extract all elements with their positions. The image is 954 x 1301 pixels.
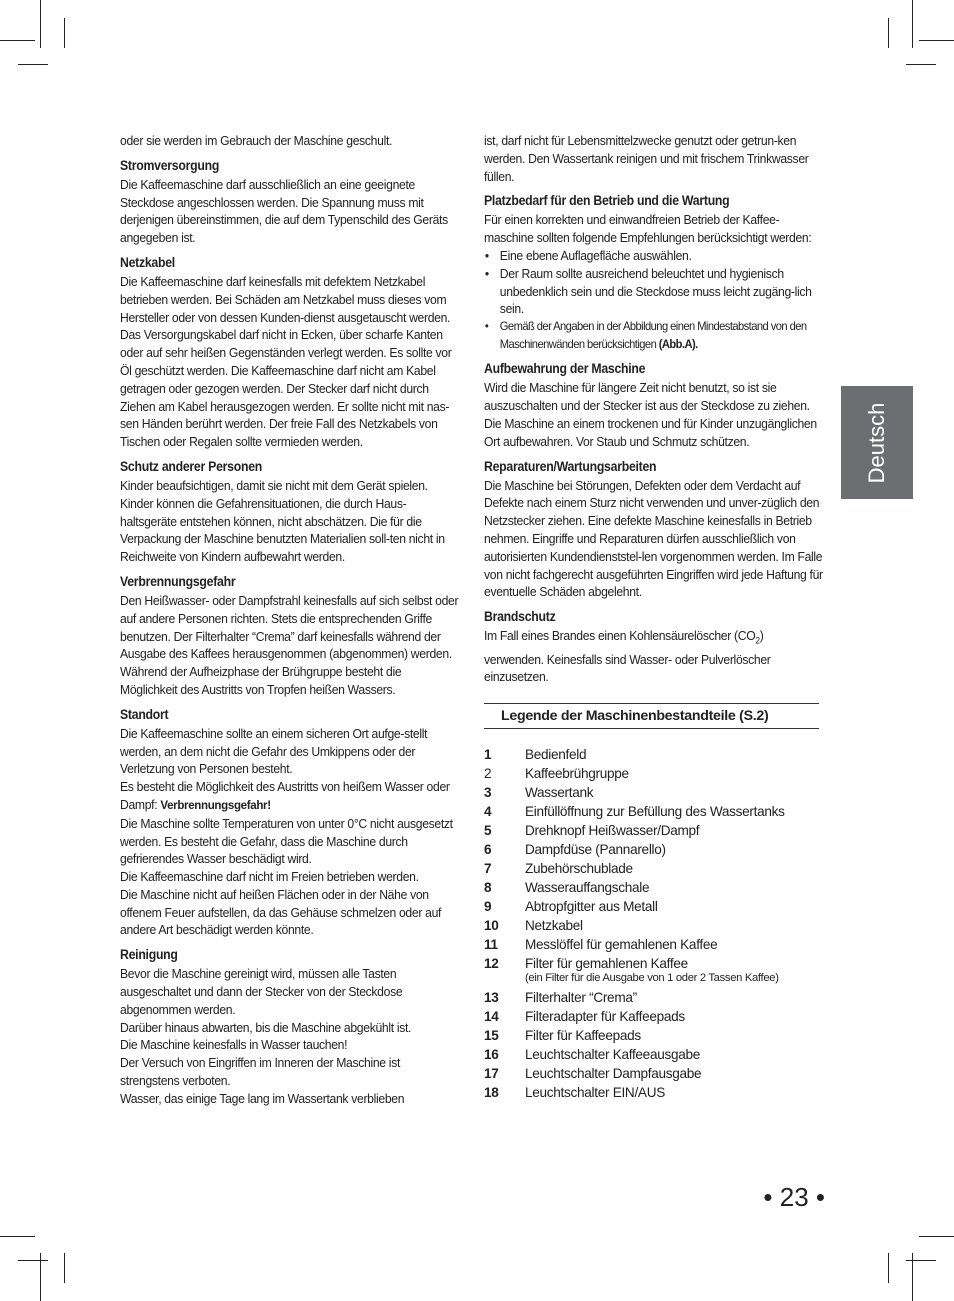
crop-mark	[0, 40, 35, 41]
bullet-text: Gemäß der Angaben in der Abbildung einen Mindestabstand von den Maschinenwänden berücksichtigen	[499, 319, 807, 351]
crop-mark	[64, 18, 65, 48]
bullet-list	[484, 247, 825, 353]
section-text: Den Heißwasser- oder Dampfstrahl keinesfalls auf sich selbst oder auf andere Personen richten. Stets die entsprechenden Griffe benutzen. Der Filterhalter “Crema” darf keinesfalls während der Ausgabe des Kaffees herausgenommen (abgenommen) werden. Während der Aufheizphase der Brühgruppe besteht die Möglichkeit des Austritts von Tropfen heißen Wassers.	[120, 592, 459, 697]
legend-item	[484, 840, 826, 859]
section-text: Wird die Maschine für längere Zeit nicht benutzt, so ist sie auszuschalten und der Stecker ist aus der Steckdose zu ziehen. Die Maschine an einem trockenen und für Kinder unzugänglichen Ort aufbewahren. Vor Staub und Schmutz schützen.	[484, 380, 817, 449]
legend-item	[484, 1064, 826, 1083]
legend-label: Dampfdüse (Pannarello)	[525, 842, 666, 858]
section-text	[120, 778, 461, 815]
legend-number: 1	[484, 747, 492, 763]
legend-label: Zubehörschublade	[525, 861, 633, 877]
legend-item	[484, 878, 826, 897]
legend-label: Filteradapter für Kaffeepads	[525, 1009, 685, 1025]
legend-number: 17	[484, 1066, 499, 1082]
section-text-inline: Es besteht die Möglichkeit des Austritts von heißem Wasser oder Dampf:	[120, 779, 450, 812]
section-heading-standort: Standort	[120, 706, 169, 723]
section-heading-netzkabel: Netzkabel	[120, 254, 175, 271]
crop-mark	[919, 40, 954, 41]
section-text: Die Maschine sollte Temperaturen von unter 0°C nicht ausgesetzt werden. Es besteht die Gefahr, dass die Maschine durch gefrierendes Wasser beschädigt wird.	[120, 815, 453, 867]
section-heading-reparaturen: Reparaturen/Wartungsarbeiten	[484, 458, 657, 475]
crop-mark	[0, 1236, 35, 1237]
legend-number: 8	[484, 880, 492, 896]
legend-label: Leuchtschalter Kaffeeausgabe	[525, 1047, 701, 1063]
legend-item	[484, 1026, 826, 1045]
section-text: Die Kaffeemaschine sollte an einem sicheren Ort aufge-stellt werden, an dem nicht die Gefahr des Umkippens oder der Verletzung von Personen besteht.	[120, 725, 428, 777]
legend-label: Bedienfeld	[525, 747, 587, 763]
crop-mark	[64, 1253, 65, 1283]
legend-label: Abtropfgitter aus Metall	[525, 899, 658, 915]
section-text: Die Maschine bei Störungen, Defekten oder dem Verdacht auf Defekte nach einem Sturz nicht verwenden und unver-züglich den Netzstecker ziehen. Eine defekte Maschine keinesfalls in Betrieb nehmen. Eingriffe und Reparaturen dürfen ausschließlich von autorisierten Kundendienststel-len vorgenommen werden. Im Falle von nicht fachgerecht ausgeführten Eingriffen wird jede Haftung für eventuelle Schäden abgelehnt.	[484, 477, 823, 600]
section-text: Für einen korrekten und einwandfreien Betrieb der Kaffee-maschine sollten folgende Empfehlungen berücksichtigt werden:	[484, 212, 812, 246]
legend-note: (ein Filter für die Ausgabe von 1 oder 2 Tassen Kaffee)	[525, 972, 779, 985]
language-tab-label: Deutsch	[864, 402, 889, 484]
right-column-text	[484, 132, 825, 686]
legend-number: 3	[484, 785, 492, 801]
section-heading-schutz: Schutz anderer Personen	[120, 458, 263, 475]
section-text: Die Kaffeemaschine darf ausschließlich an eine geeignete Steckdose angeschlossen werden. Die Spannung muss mit derjenigen übereinstimmen, die auf dem Typenschild des Geräts angegeben ist.	[120, 176, 448, 246]
crop-mark	[888, 1253, 889, 1283]
left-column-text	[120, 132, 461, 1108]
intro-text: ist, darf nicht für Lebensmittelzwecke genutzt oder getrun-ken werden. Den Wassertank reinigen und mit frischem Trinkwasser füllen.	[484, 133, 809, 184]
legend-label: Filterhalter “Crema”	[525, 990, 637, 1006]
legend-item	[484, 897, 826, 916]
section-text: Die Kaffeemaschine darf nicht im Freien betrieben werden.	[120, 869, 419, 885]
language-tab	[841, 386, 913, 499]
legend-item	[484, 859, 826, 878]
legend-title: Legende der Maschinenbestandteile (S.2)	[484, 703, 819, 729]
legend-number: 5	[484, 823, 492, 839]
crop-mark	[919, 1236, 954, 1237]
legend-item	[484, 821, 826, 840]
intro-text: oder sie werden im Gebrauch der Maschine geschult.	[120, 133, 393, 148]
legend-label: Leuchtschalter EIN/AUS	[525, 1085, 665, 1101]
crop-mark	[18, 64, 48, 65]
section-text: Darüber hinaus abwarten, bis die Maschine abgekühlt ist.	[120, 1019, 412, 1035]
legend-number: 9	[484, 899, 492, 915]
legend-label: Netzkabel	[525, 918, 583, 934]
crop-mark	[906, 1260, 936, 1261]
section-heading-platzbedarf: Platzbedarf für den Betrieb und die Wartung	[484, 193, 730, 210]
legend-number: 12	[484, 956, 499, 972]
section-heading-brandschutz: Brandschutz	[484, 609, 556, 626]
legend-label: Filter für gemahlenen Kaffee	[525, 956, 688, 972]
legend-item	[484, 916, 826, 935]
bullet-item: • Der Raum sollte ausreichend beleuchtet und hygienisch unbedenklich sein und die Steckdose muss leicht zugäng-lich sein.	[484, 265, 825, 318]
legend-number: 4	[484, 804, 492, 820]
legend-label: Wasserauffangschale	[525, 880, 650, 896]
section-heading-reinigung: Reinigung	[120, 947, 178, 964]
brandschutz-text-1: Im Fall eines Brandes einen Kohlensäurelöscher (CO	[484, 628, 756, 644]
bullet-item	[484, 318, 825, 353]
section-text: Der Versuch von Eingriffen im Inneren der Maschine ist strengstens verboten.	[120, 1055, 401, 1089]
legend-label: Messlöffel für gemahlenen Kaffee	[525, 937, 718, 953]
legend-item	[484, 1007, 826, 1026]
section-text: Die Maschine nicht auf heißen Flächen oder in der Nähe von offenem Feuer aufstellen, da das Gehäuse schmelzen oder auf andere Art beschädigt werden könnte.	[120, 886, 442, 938]
legend-label: Drehknopf Heißwasser/Dampf	[525, 823, 700, 839]
legend-number: 18	[484, 1085, 499, 1101]
section-text: Die Maschine keinesfalls in Wasser tauchen!	[120, 1037, 348, 1053]
legend-label: Kaffeebrühgruppe	[525, 766, 629, 782]
crop-mark	[912, 0, 913, 48]
section-text: Wasser, das einige Tage lang im Wassertank verblieben	[120, 1090, 405, 1106]
legend-number: 2	[484, 766, 492, 782]
legend-item	[484, 783, 826, 802]
legend-number: 11	[484, 937, 498, 953]
section-text: Bevor die Maschine gereinigt wird, müssen alle Tasten ausgeschaltet und dann der Stecker von der Steckdose abgenommen werden.	[120, 966, 403, 1017]
section-text: Kinder können die Gefahrensituationen, die durch Haus-haltsgeräte entstehen können, nicht abschätzen. Die für die Verpackung der Maschine benutzten Materialien soll-ten nicht in Reichweite von Kindern aufbewahrt werden.	[120, 495, 445, 565]
left-column	[120, 132, 462, 1108]
right-column	[484, 132, 826, 1102]
section-text	[484, 627, 825, 686]
figure-reference: (Abb.A).	[658, 336, 698, 351]
legend-item	[484, 1083, 826, 1102]
page-number: • 23 •	[763, 1182, 825, 1212]
legend-item	[484, 802, 826, 821]
section-heading-stromversorgung: Stromversorgung	[120, 157, 220, 174]
legend-item	[484, 745, 826, 764]
crop-mark	[888, 18, 889, 48]
legend-list	[484, 745, 826, 1102]
brandschutz-text-2: ) verwenden. Keinesfalls sind Wasser- oder Pulverlöscher einzusetzen.	[484, 628, 771, 685]
legend-item	[484, 935, 826, 954]
section-heading-verbrennungsgefahr: Verbrennungsgefahr	[120, 573, 236, 590]
section-heading-aufbewahrung: Aufbewahrung der Maschine	[484, 361, 646, 378]
crop-mark	[906, 64, 936, 65]
legend-label: Einfüllöffnung zur Befüllung des Wassertanks	[525, 804, 785, 820]
bullet-item: • Eine ebene Auflagefläche auswählen.	[484, 247, 825, 265]
warning-text: Verbrennungsgefahr!	[160, 797, 271, 812]
section-text: Kinder beaufsichtigen, damit sie nicht mit dem Gerät spielen.	[120, 477, 428, 493]
legend-label: Filter für Kaffeepads	[525, 1028, 641, 1044]
legend-number: 16	[484, 1047, 499, 1063]
section-text: Die Kaffeemaschine darf keinesfalls mit defektem Netzkabel betrieben werden. Bei Schäden am Netzkabel muss dieses vom Hersteller oder von dessen Kunden-dienst ausgetauscht werden. Das Versorgungskabel darf nicht in Ecken, über scharfe Kanten oder auf sehr heißen Gegenständen verlegt werden. Es sollte vor Öl geschützt werden. Die Kaffeemaschine darf nicht am Kabel getragen oder gezogen werden. Der Stecker darf nicht durch Ziehen am Kabel herausgezogen werden. Er sollte nicht mit nas-sen Händen berührt werden. Der freie Fall des Netzkabels von Tischen oder Regalen sollte vermieden werden.	[120, 273, 452, 450]
legend-number: 10	[484, 918, 499, 934]
crop-mark	[40, 0, 41, 48]
legend-item	[484, 988, 826, 1007]
legend-label: Wassertank	[525, 785, 594, 801]
crop-mark	[18, 1260, 48, 1261]
legend-number: 6	[484, 842, 492, 858]
legend-item	[484, 764, 826, 783]
legend-number: 15	[484, 1028, 499, 1044]
subscript-2: 2	[755, 635, 760, 646]
legend-label: Leuchtschalter Dampfausgabe	[525, 1066, 702, 1082]
legend-item	[484, 1045, 826, 1064]
legend-number: 7	[484, 861, 492, 877]
legend-number: 13	[484, 990, 499, 1006]
legend-number: 14	[484, 1009, 499, 1025]
